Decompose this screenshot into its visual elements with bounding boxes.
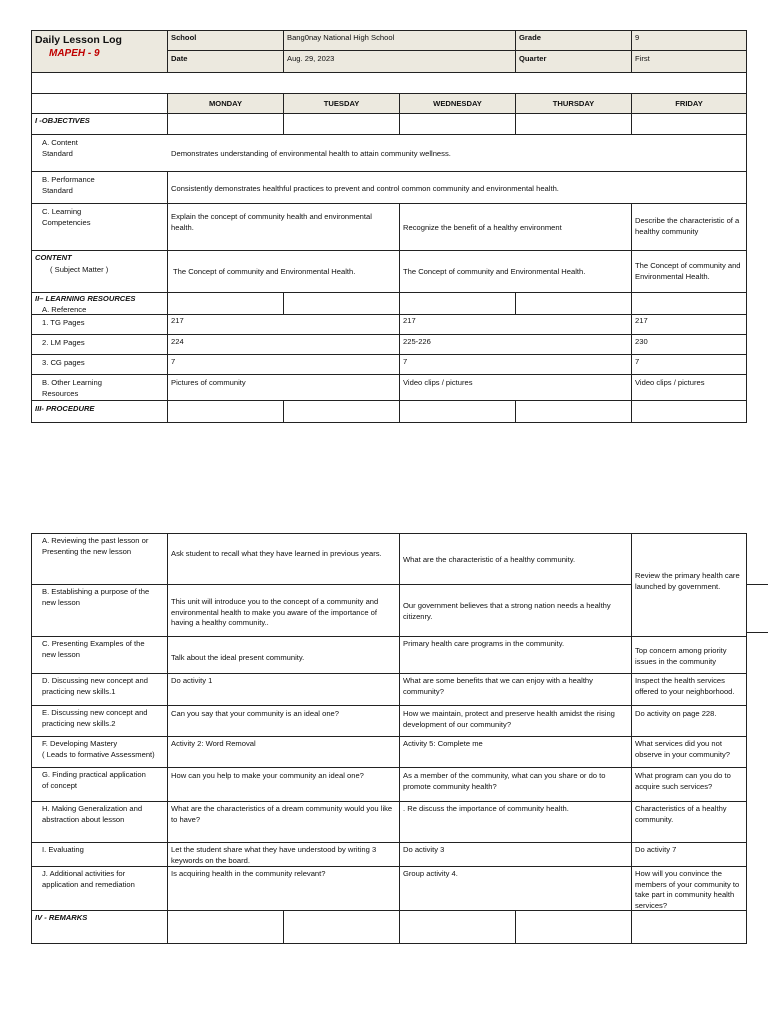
procedure-g-friday: What program can you do to acquire such services? [635,771,731,791]
procedure-e-wednesday: How we maintain, protect and preserve health amidst the rising development of our community? [403,709,615,729]
procedure-label-i: I. Evaluating [42,845,84,854]
procedure-j-monday: Is acquiring health in the community relevant? [171,869,326,878]
other-resources-label: B. Other Learning Resources [42,378,102,398]
competency-friday: Describe the characteristic of a healthy community [635,216,740,236]
day-header-thursday: THURSDAY [552,99,595,108]
procedure-f-monday: Activity 2: Word Removal [171,739,256,748]
procedure-h-wednesday: . Re discuss the importance of community health. [403,804,569,813]
procedure-heading: III- PROCEDURE [35,404,95,413]
procedure-i-monday: Let the student share what they have understood by writing 3 keywords on the board. [171,845,377,865]
procedure-label-j: J. Additional activities for application and remediation [42,869,135,889]
performance-standard-label: B. Performance Standard [42,175,95,195]
tg-pages-monday: 217 [171,316,184,325]
procedure-h-friday: Characteristics of a healthy community. [635,804,727,824]
remarks-heading: IV - REMARKS [35,913,88,922]
other-resources-wednesday: Video clips / pictures [403,378,473,387]
cg-pages-wednesday: 7 [403,357,408,366]
content-monday: The Concept of community and Environmental Health. [173,267,356,276]
procedure-i-wednesday: Do activity 3 [403,845,445,854]
cg-pages-label: 3. CG pages [42,358,85,367]
lm-pages-friday: 230 [635,337,648,346]
day-header-tuesday: TUESDAY [323,99,360,108]
competency-monday: Explain the concept of community health and environmental health. [171,212,372,232]
content-heading: CONTENT [35,253,72,262]
procedure-c-wednesday: Primary health care programs in the community. [403,639,565,648]
content-friday: The Concept of community and Environmental Health. [635,261,741,281]
day-header-wednesday: WEDNESDAY [433,99,482,108]
day-header-monday: MONDAY [208,99,243,108]
procedure-g-wednesday: As a member of the community, what can you share or do to promote community health? [403,771,606,791]
performance-standard-value: Consistently demonstrates healthful practices to prevent and control common community and environmental health. [171,184,559,193]
lm-pages-monday: 224 [171,337,184,346]
procedure-j-wednesday: Group activity 4. [403,869,458,878]
subject-label: MAPEH - 9 [49,48,100,59]
grade-value: 9 [635,33,640,42]
procedure-label-h: H. Making Generalization and abstraction about lesson [42,804,143,824]
procedure-c-monday: Talk about the ideal present community. [171,653,305,662]
page-overflow-line [746,584,768,585]
procedure-a-monday: Ask student to recall what they have learned in previous years. [171,549,382,558]
procedure-label-a: A. Reviewing the past lesson or Presenting the new lesson [42,536,149,556]
procedure-b-wednesday: Our government believes that a strong nation needs a healthy citizenry. [403,601,611,621]
competency-wednesday: Recognize the benefit of a healthy environment [403,223,562,232]
procedure-f-wednesday: Activity 5: Complete me [403,739,483,748]
content-standard-value: Demonstrates understanding of environmental health to attain community wellness. [171,149,451,158]
tg-pages-label: 1. TG Pages [42,318,85,327]
procedure-h-monday: What are the characteristics of a dream community would you like to have? [171,804,393,824]
tg-pages-wednesday: 217 [403,316,416,325]
tg-pages-friday: 217 [635,316,648,325]
other-resources-friday: Video clips / pictures [635,378,705,387]
procedure-d-friday: Inspect the health services offered to your neighborhood. [635,676,735,696]
procedure-f-friday: What services did you not observe in your community? [635,739,730,759]
procedure-label-g: G. Finding practical application of concept [42,770,146,790]
procedure-label-e: E. Discussing new concept and practicing new skills.2 [42,708,148,728]
lm-pages-wednesday: 225-226 [403,337,431,346]
procedure-j-friday: How will you convince the members of your community to take part in community health services? [635,869,740,910]
day-header-friday: FRIDAY [675,99,703,108]
log-title: Daily Lesson Log [35,34,122,46]
cg-pages-monday: 7 [171,357,176,366]
objectives-heading: I -OBJECTIVES [35,116,90,125]
date-label: Date [171,54,188,63]
procedure-e-friday: Do activity on page 228. [635,709,717,718]
grade-label: Grade [519,33,541,42]
procedure-label-d: D. Discussing new concept and practicing new skills.1 [42,676,148,696]
procedure-a-wednesday: What are the characteristic of a healthy community. [403,555,576,564]
school-label: School [171,33,197,42]
procedure-e-monday: Can you say that your community is an ideal one? [171,709,339,718]
competencies-label: C. Learning Competencies [42,207,91,227]
cg-pages-friday: 7 [635,357,640,366]
quarter-label: Quarter [519,54,547,63]
procedure-label-b: B. Establishing a purpose of the new lesson [42,587,150,607]
lm-pages-label: 2. LM Pages [42,338,85,347]
other-resources-monday: Pictures of community [171,378,246,387]
procedure-g-monday: How can you help to make your community an ideal one? [171,771,364,780]
procedure-i-friday: Do activity 7 [635,845,677,854]
reference-label: A. Reference [42,305,87,314]
procedure-d-wednesday: What are some benefits that we can enjoy with a healthy community? [403,676,593,696]
procedure-label-c: C. Presenting Examples of the new lesson [42,639,145,659]
procedure-label-f: F. Developing Mastery ( Leads to formative Assessment) [42,739,155,759]
content-standard-label: A. Content Standard [42,138,78,158]
date-value: Aug. 29, 2023 [287,54,335,63]
procedure-b-monday: This unit will introduce you to the concept of a community and environmental health to make you aware of the importance of having a healthy community.. [171,597,379,627]
resources-heading: II– LEARNING RESOURCES [35,294,136,303]
school-value: Bang0nay National High School [287,33,395,42]
quarter-value: First [635,54,650,63]
content-wednesday: The Concept of community and Environmental Health. [403,267,586,276]
procedure-b-friday [632,598,746,626]
procedure-c-friday: Top concern among priority issues in the community [635,646,727,666]
procedure-d-monday: Do activity 1 [171,676,213,685]
procedure-a-friday: Review the primary health care launched by government. [635,571,740,591]
content-subheading: ( Subject Matter ) [50,265,109,274]
